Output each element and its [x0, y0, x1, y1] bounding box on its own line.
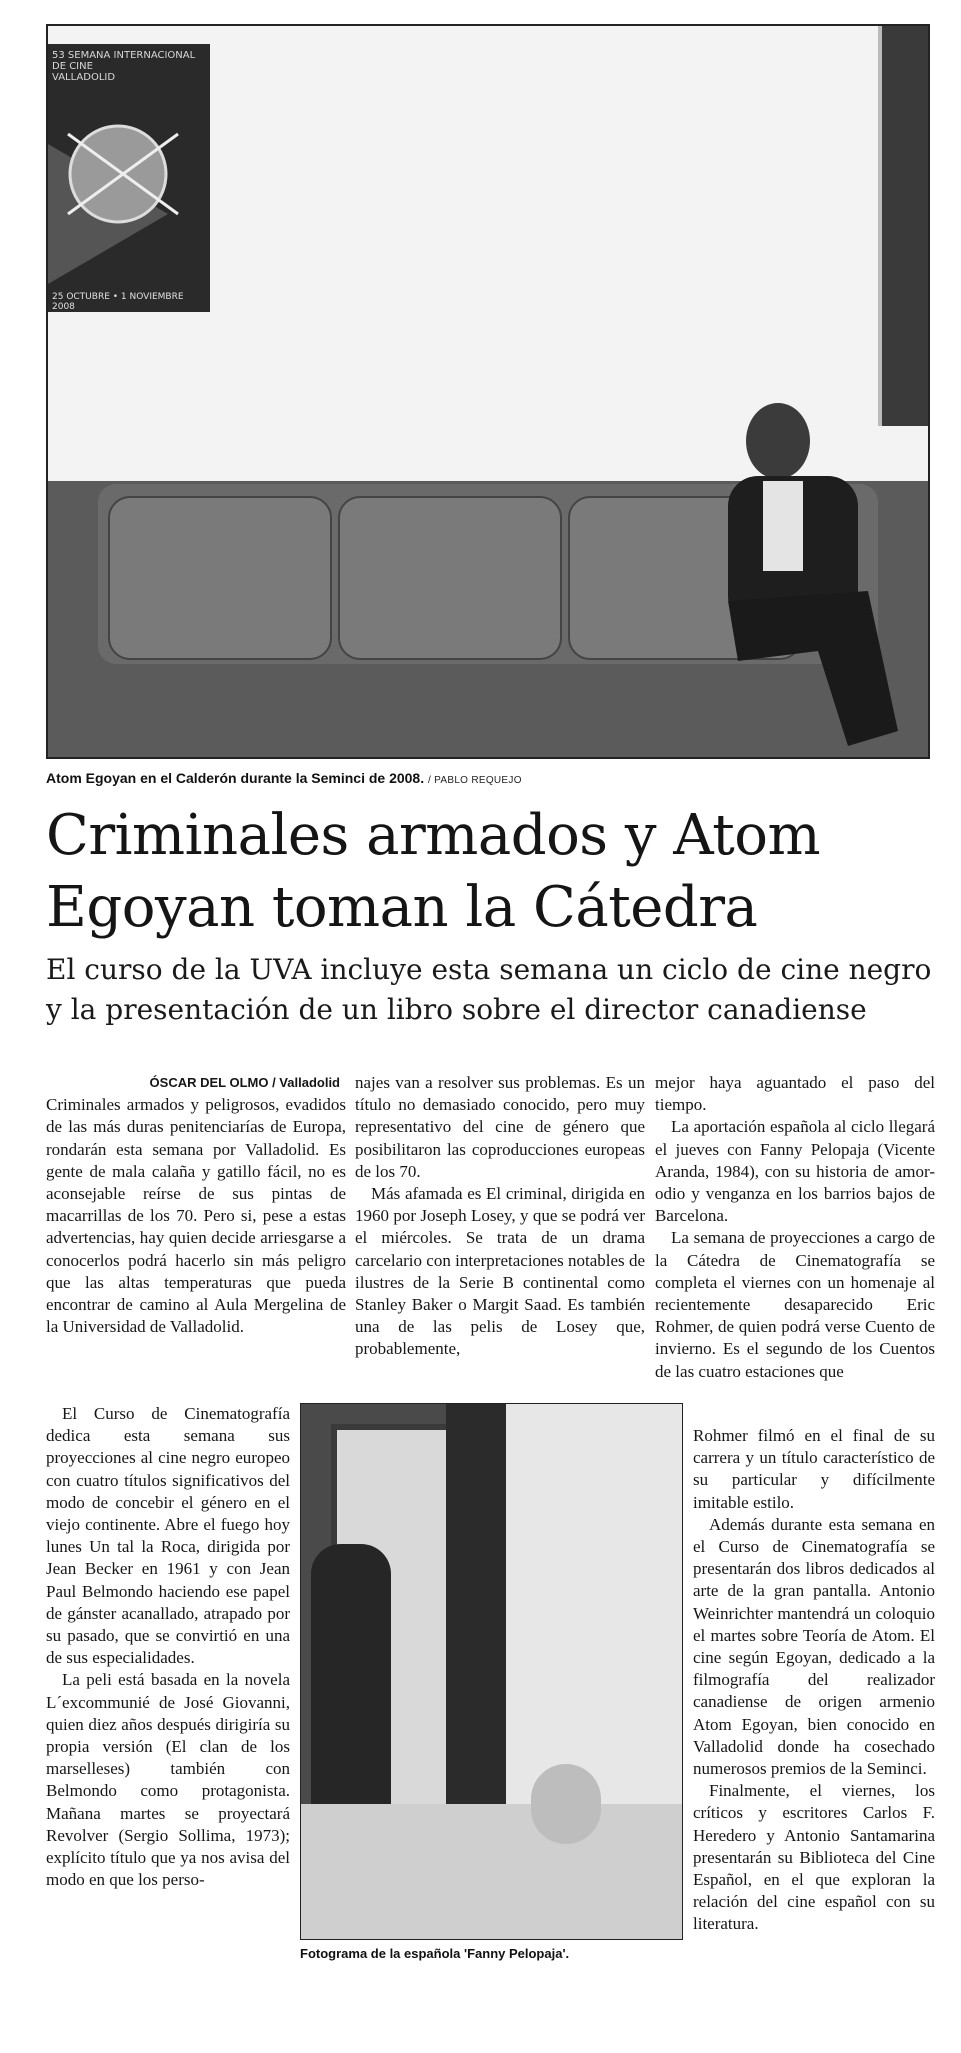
photo-credit: / PABLO REQUEJO — [428, 775, 522, 786]
paragraph: Además durante esta semana en el Curso de Cinematografía se presentarán dos libros dedicados al arte de la gran pantalla. Antonio Weinrichter mantendrá un coloquio el martes sobre Teoría de Atom. El cine según Egoyan, dedicado a la filmografía del realizador canadiense de origen armenio Atom Egoyan, bien conocido en Valladolid donde ha cosechado numerosos premios de la Seminci. — [693, 1514, 935, 1779]
main-photo — [46, 24, 930, 759]
article-column-3 — [655, 1072, 935, 1383]
photo-bed — [301, 1804, 683, 1940]
festival-poster — [48, 44, 210, 312]
film-still-photo — [300, 1403, 683, 1940]
paragraph: La aportación española al ciclo llegará el jueves con Fanny Pelopaja (Vicente Aranda, 1984), con su historia de amor-odio y venganza en los barrios bajos de Barcelona. — [655, 1117, 935, 1226]
poster-line: DE CINE — [52, 61, 93, 72]
article-column-1 — [46, 1072, 346, 1338]
main-photo-caption — [46, 770, 946, 786]
headline: Criminales armados y Atom Egoyan toman la Cátedra — [46, 803, 821, 940]
caption-text: Atom Egoyan en el Calderón durante la Seminci de 2008. — [46, 770, 425, 786]
film-still-caption: Fotograma de la española 'Fanny Pelopaja'. — [300, 1946, 570, 1961]
poster-line: VALLADOLID — [52, 72, 116, 83]
article-column-3-lower — [693, 1425, 935, 1936]
poster-line: 53 SEMANA INTERNACIONAL — [52, 50, 196, 61]
poster-graphic-icon — [48, 104, 210, 284]
poster-date: 25 OCTUBRE • 1 NOVIEMBRE 2008 — [52, 292, 184, 312]
paragraph: Criminales armados y peligrosos, evadidos de las más duras penitenciarías de Europa, rondarán esta semana por Valladolid. Es gente de mala calaña y gatillo fácil, no es aconsejable reírse de sus pintas de macarrillas de los 70. Pero si, pese a estas advertencias, hay quien decide arriesgarse a conocerlos podrá hacerlo sin más peligro que las altas temperaturas que pueda encontrar de camino al Aula Mergelina de la Universidad de Valladolid. — [46, 1095, 346, 1337]
sofa-cushion — [338, 496, 562, 660]
paragraph: Finalmente, el viernes, los críticos y escritores Carlos F. Heredero y Antonio Santamarina presentarán su Biblioteca del Cine Español, en el que exploran la relación del cine español con su literatura. — [693, 1781, 935, 1934]
paragraph: mejor haya aguantado el paso del tiempo. — [655, 1073, 935, 1115]
byline: ÓSCAR DEL OLMO / Valladolid — [149, 1075, 340, 1090]
paragraph: najes van a resolver sus problemas. Es un título no demasiado conocido, pero muy representativo del cine de género que posibilitaron las coproducciones europeas de los 70. — [355, 1073, 645, 1181]
person-silhouette-icon — [668, 401, 908, 759]
paragraph: Rohmer filmó en el final de su carrera y un título característico de su particular y difícilmente imitable estilo. — [693, 1426, 935, 1512]
wall-painting — [878, 26, 930, 426]
photo-woman — [531, 1764, 601, 1844]
paragraph: Más afamada es El criminal, dirigida en 1960 por Joseph Losey, y que se podrá ver el miércoles. Se trata de un drama carcelario con interpretaciones notables de ilustres de la Serie B continental como Stanley Baker o Margit Saad. Es también una de las pelis de Losey que, probablemente, — [355, 1184, 645, 1359]
photo-man — [311, 1544, 391, 1844]
paragraph: La semana de proyecciones a cargo de la Cátedra de Cinematografía se completa el viernes con un homenaje al recientemente desaparecido Eric Rohmer, de quien podrá verse Cuento de invierno. Es el segundo de los Cuentos de las cuatro estaciones que — [655, 1228, 935, 1381]
paragraph: La peli está basada en la novela L´excommunié de José Giovanni, quien diez años después dirigiría su propia versión (El clan de los marselleses) también con Belmondo como protagonista. Mañana martes se proyectará Revolver (Sergio Sollima, 1973); explícito título que ya nos avisa del modo en que los perso- — [46, 1670, 290, 1890]
article-column-1-lower — [46, 1403, 290, 1891]
sofa-cushion — [108, 496, 332, 660]
article-column-2 — [355, 1072, 645, 1361]
paragraph: El Curso de Cinematografía dedica esta semana sus proyecciones al cine negro europeo con cuatro títulos significativos del modo de concebir el género en el viejo continente. Abre el fuego hoy lunes Un tal la Roca, dirigida por Jean Becker en 1961 y con Jean Paul Belmondo haciendo ese papel de gánster acanallado, atrapado por su pasado, que se convirtió en una de sus especialidades. — [46, 1404, 290, 1668]
poster-title — [52, 50, 202, 83]
subheadline: El curso de la UVA incluye esta semana un ciclo de cine negro y la presentación de un libro sobre el director canadiense — [46, 953, 932, 1026]
